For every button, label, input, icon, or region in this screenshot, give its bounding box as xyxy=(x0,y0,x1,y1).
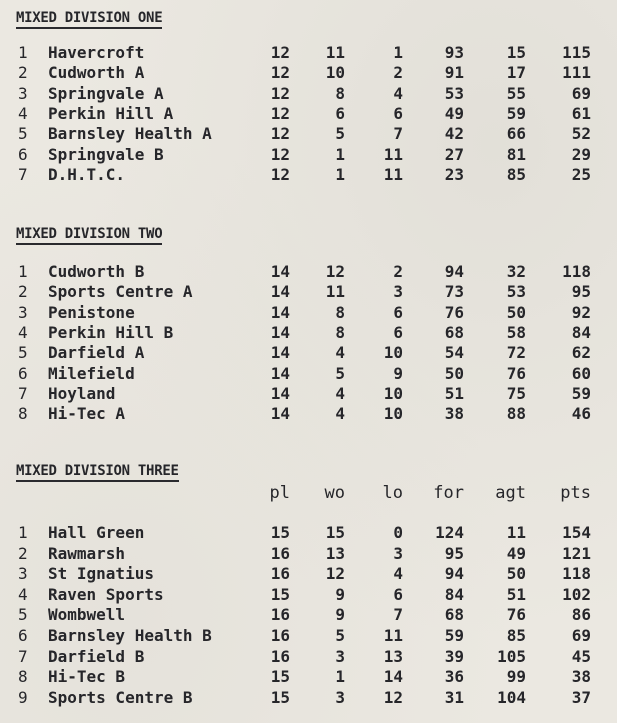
stat-wo: 4 xyxy=(335,383,345,403)
stat-lo: 2 xyxy=(393,262,403,281)
team-name: Darfield B xyxy=(48,646,145,666)
stat-pl: 12 xyxy=(270,83,290,103)
stat-lo: 10 xyxy=(383,383,403,403)
stat-lo: 12 xyxy=(383,687,403,707)
division-title: MIXED DIVISION TWO xyxy=(16,226,162,245)
table-row xyxy=(0,688,617,708)
column-header-lo: lo xyxy=(382,483,403,503)
table-row xyxy=(0,523,617,543)
stat-agt: 104 xyxy=(497,687,526,707)
stat-for: 68 xyxy=(444,322,464,342)
stat-agt: 72 xyxy=(506,343,526,363)
stat-pts: 62 xyxy=(571,343,591,363)
stat-agt: 99 xyxy=(506,667,526,687)
team-name: Springvale A xyxy=(48,83,164,103)
stat-agt: 50 xyxy=(506,302,526,322)
stat-agt: 51 xyxy=(506,584,526,604)
stat-for: 36 xyxy=(444,667,464,687)
column-header-wo: wo xyxy=(324,483,345,503)
team-name: Perkin Hill B xyxy=(48,322,174,342)
stat-wo: 6 xyxy=(335,103,345,123)
stat-for: 39 xyxy=(444,646,464,666)
team-name: Cudworth B xyxy=(48,262,145,281)
stat-pts: 92 xyxy=(571,302,591,322)
stat-pl: 16 xyxy=(270,605,290,625)
stat-pts: 25 xyxy=(571,164,591,184)
table-row xyxy=(0,282,617,302)
stat-pts: 60 xyxy=(571,363,591,383)
stat-pts: 38 xyxy=(571,667,591,687)
stat-wo: 5 xyxy=(335,626,345,645)
stat-lo: 11 xyxy=(383,164,403,184)
stat-for: 76 xyxy=(444,302,464,322)
team-name: Havercroft xyxy=(48,43,145,62)
stat-lo: 7 xyxy=(393,605,403,625)
stat-wo: 13 xyxy=(325,543,345,563)
stat-pts: 102 xyxy=(562,584,591,604)
position-number: 6 xyxy=(18,363,28,383)
stat-wo: 10 xyxy=(325,63,345,83)
team-name: Barnsley Health A xyxy=(48,124,212,144)
position-number: 4 xyxy=(18,322,28,342)
stat-agt: 85 xyxy=(506,164,526,184)
stat-for: 94 xyxy=(444,262,464,281)
position-number: 6 xyxy=(18,626,28,645)
stat-agt: 76 xyxy=(506,605,526,625)
stat-lo: 1 xyxy=(393,43,403,62)
stat-agt: 53 xyxy=(506,282,526,302)
stat-for: 31 xyxy=(444,687,464,707)
stat-agt: 49 xyxy=(506,543,526,563)
team-name: Penistone xyxy=(48,302,135,322)
stat-pts: 52 xyxy=(571,124,591,144)
stat-for: 73 xyxy=(444,282,464,302)
stat-pts: 118 xyxy=(562,262,591,281)
stat-agt: 88 xyxy=(506,404,526,424)
stat-pl: 14 xyxy=(270,363,290,383)
stat-pl: 12 xyxy=(270,144,290,164)
column-header-agt: agt xyxy=(495,483,526,503)
stat-pts: 61 xyxy=(571,103,591,123)
stat-lo: 6 xyxy=(393,322,403,342)
position-number: 8 xyxy=(18,404,28,424)
stat-wo: 11 xyxy=(325,282,345,302)
stat-for: 50 xyxy=(444,363,464,383)
team-name: Hall Green xyxy=(48,523,145,542)
position-number: 1 xyxy=(18,262,28,281)
table-row xyxy=(0,647,617,667)
stat-agt: 75 xyxy=(506,383,526,403)
stat-pts: 121 xyxy=(562,543,591,563)
stat-for: 53 xyxy=(444,83,464,103)
team-name: St Ignatius xyxy=(48,564,154,584)
division-title: MIXED DIVISION ONE xyxy=(16,10,162,29)
stat-pl: 14 xyxy=(270,302,290,322)
stat-for: 84 xyxy=(444,584,464,604)
column-header-for: for xyxy=(433,483,464,503)
stat-pts: 69 xyxy=(571,626,591,645)
stat-pts: 84 xyxy=(571,322,591,342)
stat-for: 124 xyxy=(435,523,464,542)
stat-pl: 14 xyxy=(270,262,290,281)
position-number: 3 xyxy=(18,564,28,584)
position-number: 5 xyxy=(18,343,28,363)
position-number: 1 xyxy=(18,43,28,62)
position-number: 5 xyxy=(18,605,28,625)
position-number: 6 xyxy=(18,144,28,164)
stat-pl: 12 xyxy=(270,43,290,62)
stat-lo: 11 xyxy=(383,626,403,645)
table-row xyxy=(0,564,617,584)
stat-for: 23 xyxy=(444,164,464,184)
stat-for: 68 xyxy=(444,605,464,625)
stat-pts: 37 xyxy=(571,687,591,707)
team-name: Cudworth A xyxy=(48,63,145,83)
table-row xyxy=(0,84,617,104)
stat-lo: 0 xyxy=(393,523,403,542)
stat-lo: 3 xyxy=(393,282,403,302)
stat-agt: 32 xyxy=(506,262,526,281)
team-name: Rawmarsh xyxy=(48,543,126,563)
stat-pl: 15 xyxy=(270,584,290,604)
team-name: Darfield A xyxy=(48,343,145,363)
stat-wo: 4 xyxy=(335,343,345,363)
stat-for: 95 xyxy=(444,543,464,563)
stat-pts: 115 xyxy=(562,43,591,62)
stat-for: 42 xyxy=(444,124,464,144)
stat-lo: 9 xyxy=(393,363,403,383)
stat-pl: 14 xyxy=(270,404,290,424)
stat-wo: 8 xyxy=(335,302,345,322)
table-row xyxy=(0,544,617,564)
stat-wo: 3 xyxy=(335,646,345,666)
team-name: Sports Centre A xyxy=(48,282,193,302)
table-row xyxy=(0,585,617,605)
stat-wo: 11 xyxy=(325,43,345,62)
stat-wo: 1 xyxy=(335,144,345,164)
stat-for: 49 xyxy=(444,103,464,123)
position-number: 4 xyxy=(18,103,28,123)
stat-lo: 13 xyxy=(383,646,403,666)
stat-wo: 12 xyxy=(325,564,345,584)
stat-pl: 12 xyxy=(270,103,290,123)
stat-lo: 10 xyxy=(383,343,403,363)
stat-for: 59 xyxy=(444,626,464,645)
team-name: Milefield xyxy=(48,363,135,383)
table-row xyxy=(0,43,617,63)
stat-pl: 14 xyxy=(270,322,290,342)
position-number: 1 xyxy=(18,523,28,542)
stat-pts: 111 xyxy=(562,63,591,83)
stat-for: 54 xyxy=(444,343,464,363)
position-number: 8 xyxy=(18,667,28,687)
stat-agt: 76 xyxy=(506,363,526,383)
position-number: 9 xyxy=(18,687,28,707)
table-row xyxy=(0,145,617,165)
stat-lo: 7 xyxy=(393,124,403,144)
column-headers xyxy=(0,483,617,505)
stat-wo: 15 xyxy=(325,523,345,542)
stat-wo: 9 xyxy=(335,605,345,625)
team-name: D.H.T.C. xyxy=(48,164,126,184)
stat-pts: 45 xyxy=(571,646,591,666)
stat-lo: 10 xyxy=(383,404,403,424)
stat-for: 51 xyxy=(444,383,464,403)
stat-pl: 16 xyxy=(270,564,290,584)
team-name: Springvale B xyxy=(48,144,164,164)
stat-agt: 58 xyxy=(506,322,526,342)
stat-lo: 6 xyxy=(393,584,403,604)
table-row xyxy=(0,303,617,323)
table-row xyxy=(0,667,617,687)
stat-pts: 59 xyxy=(571,383,591,403)
team-name: Sports Centre B xyxy=(48,687,193,707)
stat-lo: 4 xyxy=(393,83,403,103)
stat-pl: 15 xyxy=(270,523,290,542)
table-row xyxy=(0,323,617,343)
stat-pl: 14 xyxy=(270,282,290,302)
stat-pl: 14 xyxy=(270,343,290,363)
column-header-pts: pts xyxy=(560,483,591,503)
position-number: 7 xyxy=(18,646,28,666)
stat-pts: 95 xyxy=(571,282,591,302)
position-number: 7 xyxy=(18,383,28,403)
table-row xyxy=(0,343,617,363)
column-header-pl: pl xyxy=(269,483,290,503)
stat-pl: 12 xyxy=(270,164,290,184)
stat-wo: 8 xyxy=(335,83,345,103)
stat-pts: 46 xyxy=(571,404,591,424)
stat-lo: 6 xyxy=(393,302,403,322)
stat-lo: 6 xyxy=(393,103,403,123)
stat-wo: 1 xyxy=(335,667,345,687)
team-name: Barnsley Health B xyxy=(48,626,212,645)
stat-agt: 59 xyxy=(506,103,526,123)
table-row xyxy=(0,626,617,646)
stat-for: 91 xyxy=(444,63,464,83)
stat-wo: 1 xyxy=(335,164,345,184)
table-row xyxy=(0,364,617,384)
stat-agt: 55 xyxy=(506,83,526,103)
team-name: Perkin Hill A xyxy=(48,103,174,123)
stat-pts: 69 xyxy=(571,83,591,103)
stat-lo: 11 xyxy=(383,144,403,164)
stat-lo: 3 xyxy=(393,543,403,563)
stat-wo: 5 xyxy=(335,124,345,144)
stat-for: 93 xyxy=(444,43,464,62)
stat-pts: 118 xyxy=(562,564,591,584)
stat-pts: 29 xyxy=(571,144,591,164)
stat-for: 27 xyxy=(444,144,464,164)
stat-for: 38 xyxy=(444,404,464,424)
stat-agt: 11 xyxy=(506,523,526,542)
stat-pl: 15 xyxy=(270,667,290,687)
stat-agt: 85 xyxy=(506,626,526,645)
table-row xyxy=(0,404,617,424)
team-name: Hoyland xyxy=(48,383,116,403)
stat-agt: 15 xyxy=(506,43,526,62)
stat-pts: 86 xyxy=(571,605,591,625)
stat-pl: 12 xyxy=(270,63,290,83)
position-number: 2 xyxy=(18,282,28,302)
stat-agt: 17 xyxy=(506,63,526,83)
stat-agt: 105 xyxy=(497,646,526,666)
stat-pts: 154 xyxy=(562,523,591,542)
stat-pl: 14 xyxy=(270,383,290,403)
position-number: 3 xyxy=(18,83,28,103)
table-row xyxy=(0,124,617,144)
stat-wo: 5 xyxy=(335,363,345,383)
division-title: MIXED DIVISION THREE xyxy=(16,463,179,482)
stat-wo: 9 xyxy=(335,584,345,604)
stat-pl: 16 xyxy=(270,646,290,666)
stat-pl: 16 xyxy=(270,626,290,645)
position-number: 3 xyxy=(18,302,28,322)
team-name: Raven Sports xyxy=(48,584,164,604)
table-row xyxy=(0,104,617,124)
stat-wo: 3 xyxy=(335,687,345,707)
table-row xyxy=(0,384,617,404)
stat-lo: 14 xyxy=(383,667,403,687)
stat-wo: 4 xyxy=(335,404,345,424)
position-number: 2 xyxy=(18,63,28,83)
stat-for: 94 xyxy=(444,564,464,584)
stat-agt: 66 xyxy=(506,124,526,144)
position-number: 5 xyxy=(18,124,28,144)
table-row xyxy=(0,262,617,282)
table-row xyxy=(0,605,617,625)
position-number: 7 xyxy=(18,164,28,184)
team-name: Hi-Tec A xyxy=(48,404,126,424)
stat-wo: 12 xyxy=(325,262,345,281)
stat-pl: 12 xyxy=(270,124,290,144)
team-name: Hi-Tec B xyxy=(48,667,126,687)
position-number: 4 xyxy=(18,584,28,604)
team-name: Wombwell xyxy=(48,605,126,625)
stat-lo: 4 xyxy=(393,564,403,584)
stat-agt: 50 xyxy=(506,564,526,584)
table-row xyxy=(0,165,617,185)
table-row xyxy=(0,63,617,83)
stat-pl: 15 xyxy=(270,687,290,707)
stat-lo: 2 xyxy=(393,63,403,83)
stat-wo: 8 xyxy=(335,322,345,342)
stat-agt: 81 xyxy=(506,144,526,164)
stat-pl: 16 xyxy=(270,543,290,563)
position-number: 2 xyxy=(18,543,28,563)
